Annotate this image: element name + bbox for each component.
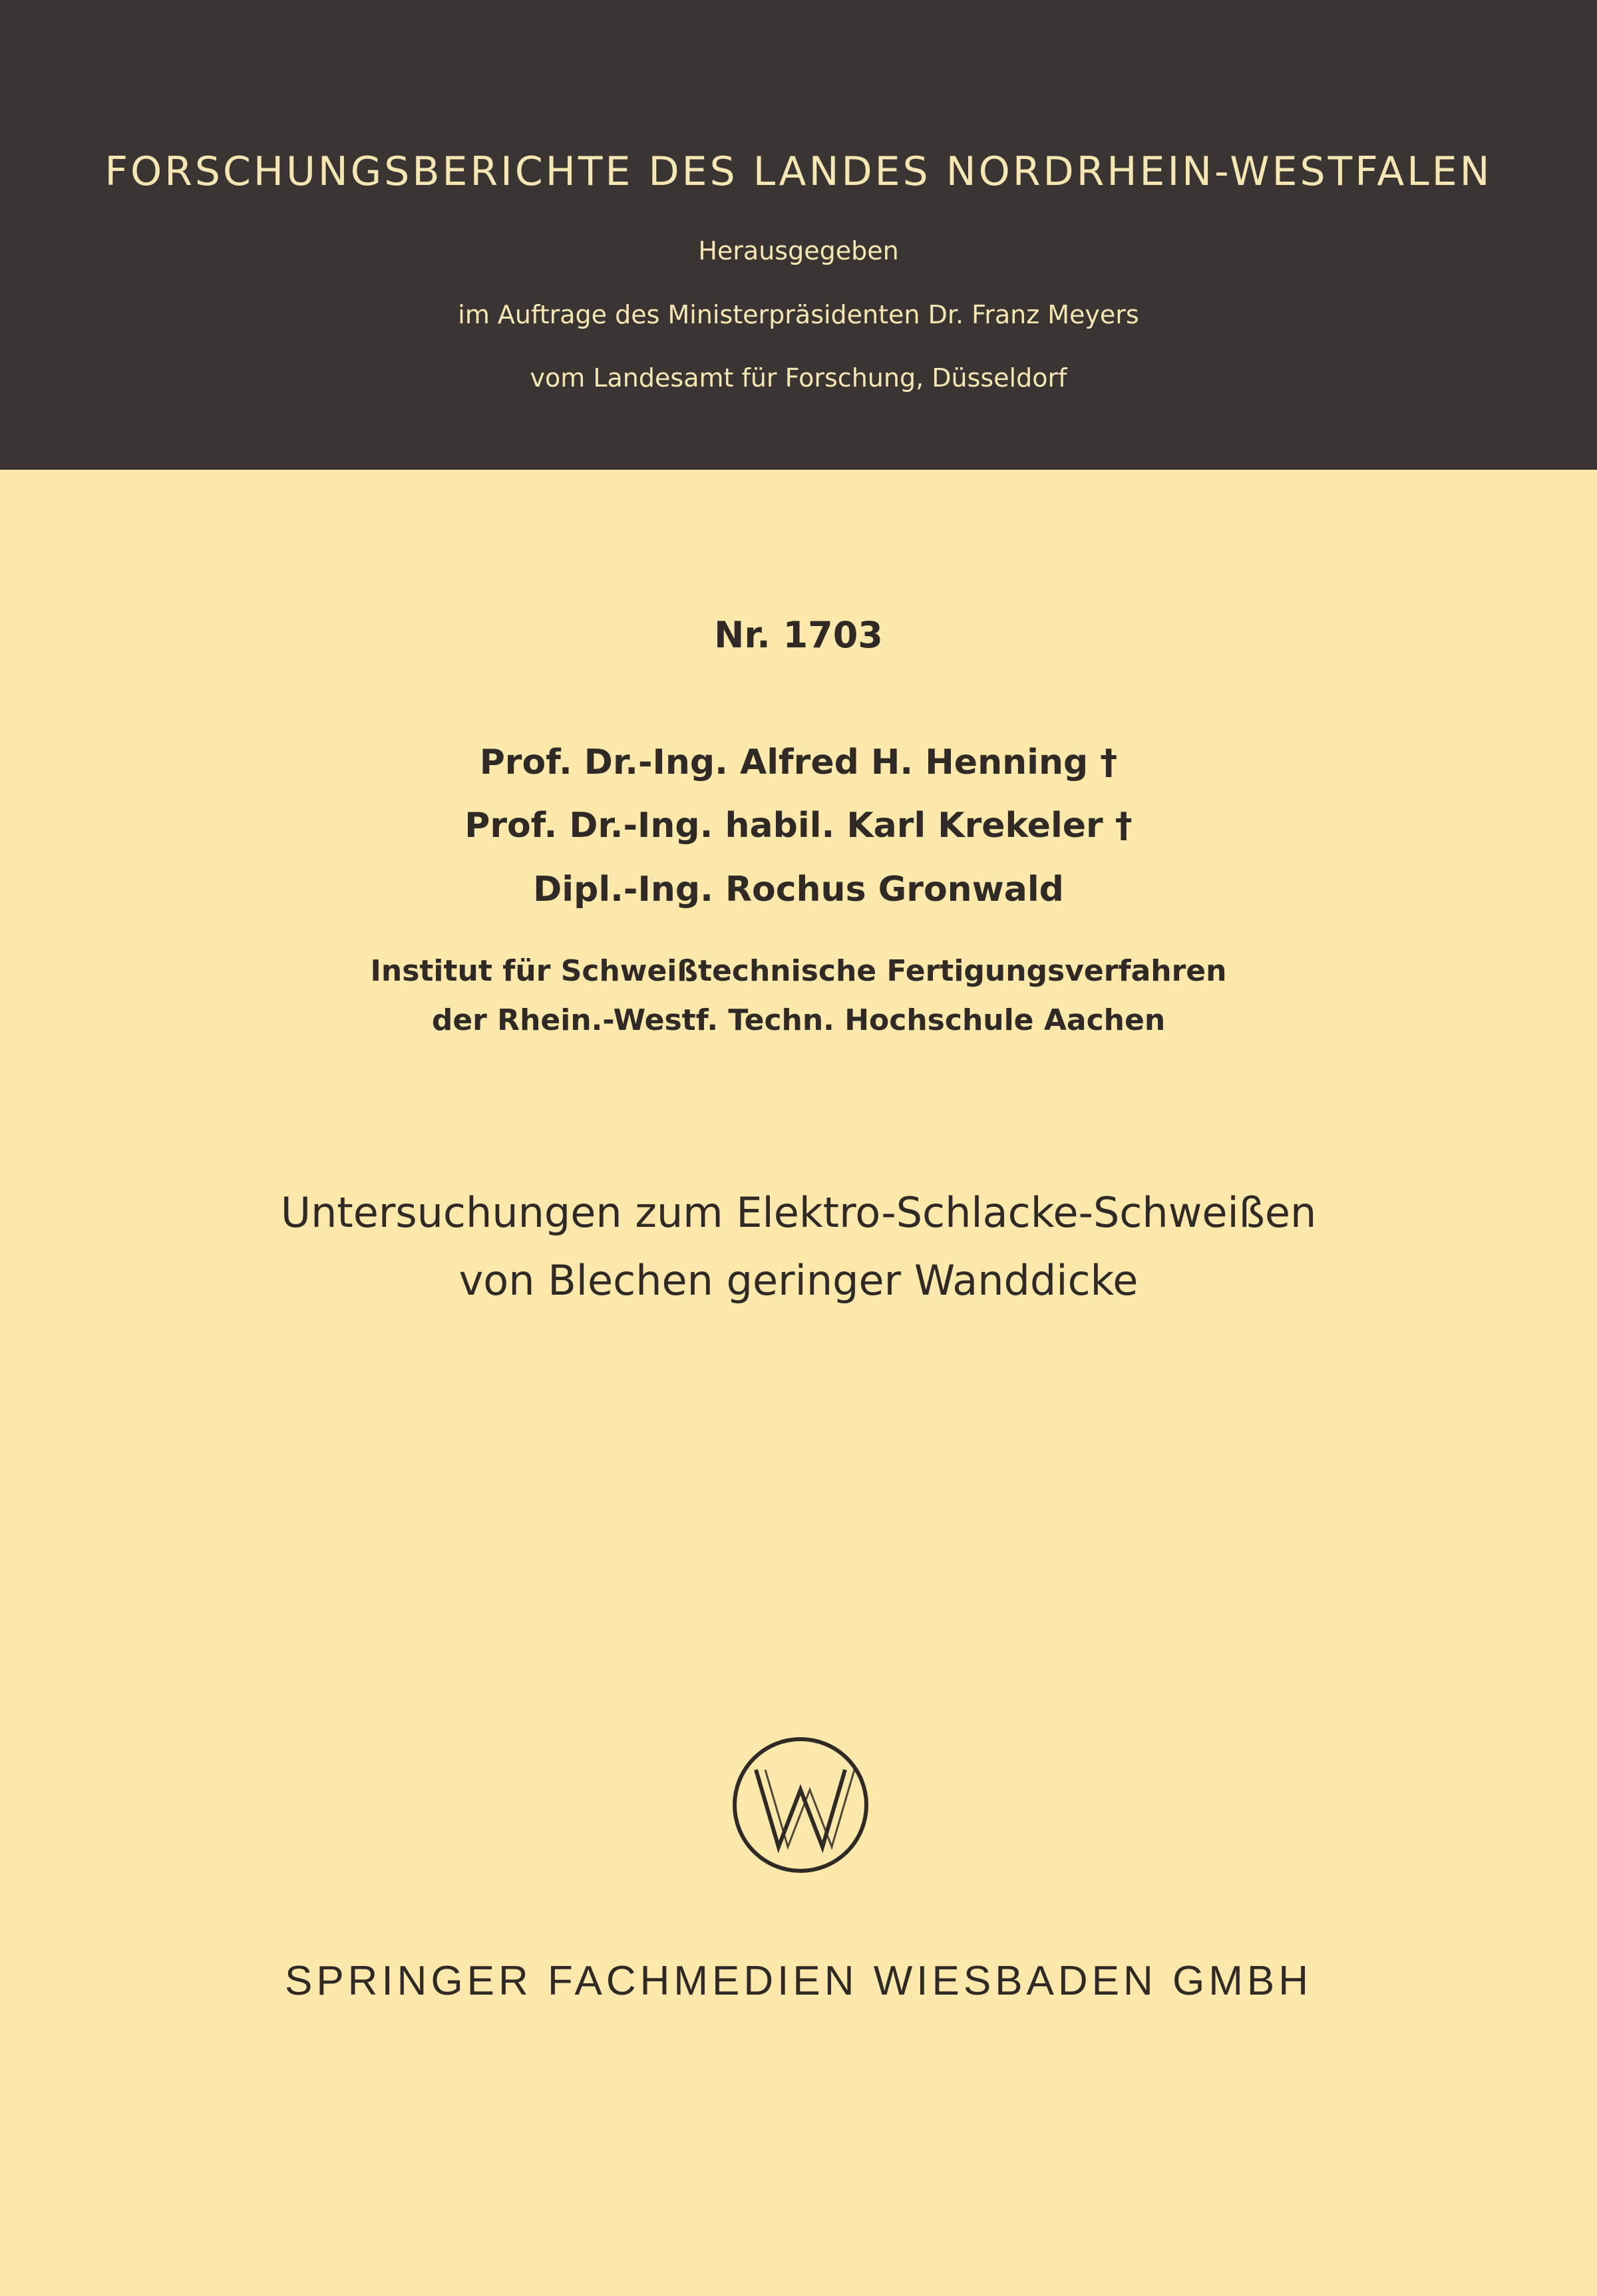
author-3: Dipl.-Ing. Rochus Gronwald [533, 870, 1064, 909]
header-line-office: vom Landesamt für Forschung, Düsseldorf [530, 363, 1067, 393]
author-1: Prof. Dr.-Ing. Alfred H. Henning † [479, 742, 1118, 782]
header-line-commission: im Auftrage des Ministerpräsidenten Dr. Franz Meyers [458, 300, 1139, 329]
institute-line-2: der Rhein.-Westf. Techn. Hochschule Aachen [431, 1003, 1166, 1037]
book-title-line-1: Untersuchungen zum Elektro-Schlacke-Schweißen [280, 1188, 1317, 1237]
book-title-line-2: von Blechen geringer Wanddicke [458, 1256, 1139, 1305]
report-number: Nr. 1703 [714, 614, 883, 656]
institute-line-1: Institut für Schweißtechnische Fertigungsverfahren [370, 954, 1227, 988]
author-2: Prof. Dr.-Ing. habil. Karl Krekeler † [464, 806, 1133, 846]
header-line-published: Herausgegeben [698, 236, 899, 265]
header-band [0, 0, 1597, 470]
publisher-logo-icon [731, 1735, 870, 1875]
publisher-name: SPRINGER FACHMEDIEN WIESBADEN GMBH [284, 1958, 1313, 2004]
series-title: FORSCHUNGSBERICHTE DES LANDES NORDRHEIN-WESTFALEN [104, 148, 1493, 195]
